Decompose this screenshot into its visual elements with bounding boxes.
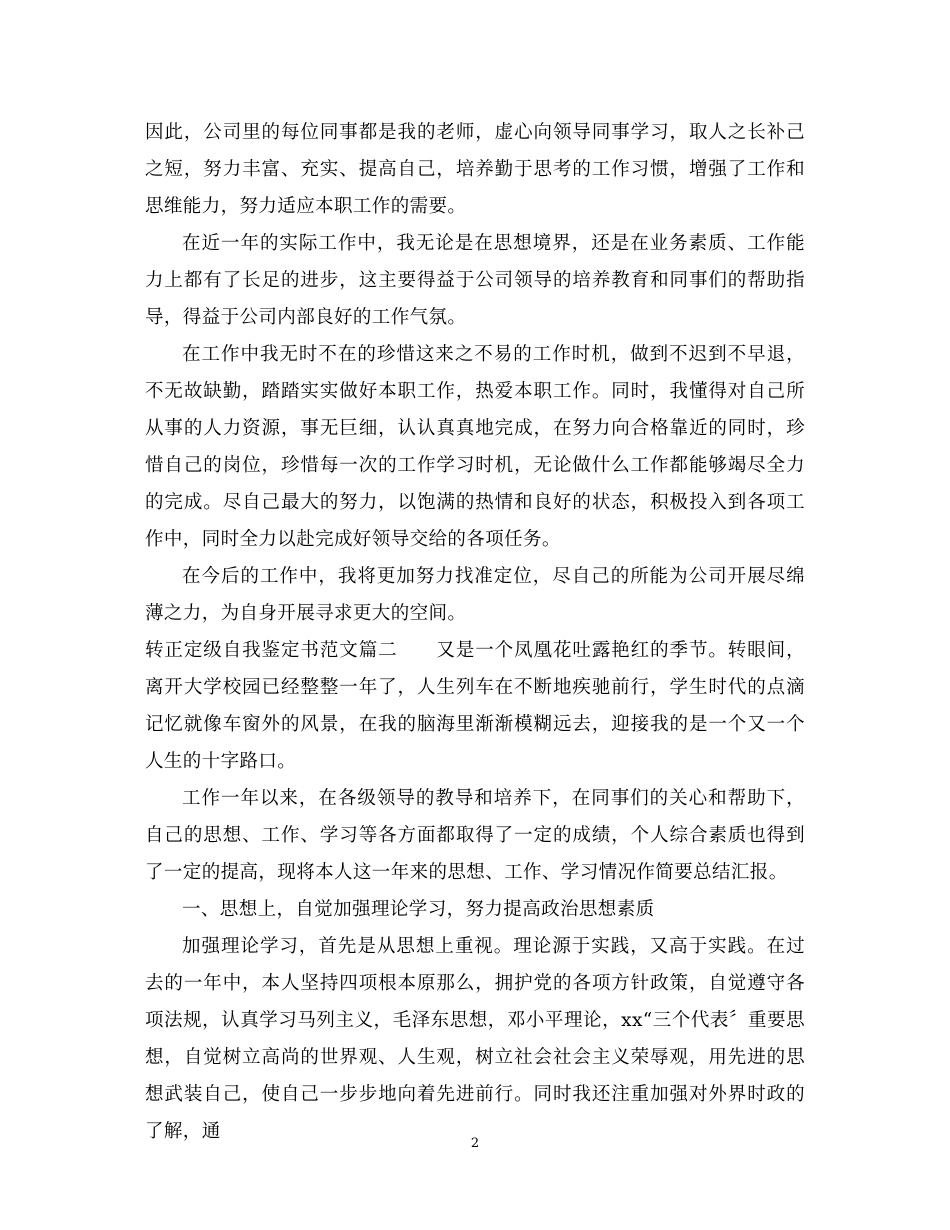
paragraph: 在今后的工作中，我将更加努力找准定位，尽自己的所能为公司开展尽绵薄之力，为自身开展寻求更大的空间。	[145, 566, 805, 624]
paragraph: 在工作中我无时不在的珍惜这来之不易的工作时机，做到不迟到不早退，不无故缺勤，踏踏实实做好本职工作，热爱本职工作。同时，我懂得对自己所从事的人力资源，事无巨细，认认真真地完成，在努力向合格靠近的同时，珍惜自己的岗位，珍惜每一次的工作学习时机，无论做什么工作都能够竭尽全力的完成。尽自己最大的努力，以饱满的热情和良好的状态，积极投入到各项工作中，同时全力以赴完成好领导交给的各项任务。	[145, 344, 805, 550]
paragraph: 工作一年以来，在各级领导的教导和培养下，在同事们的关心和帮助下，自己的思想、工作、学习等各方面都取得了一定的成绩，个人综合素质也得到了一定的提高，现将本人这一年来的思想、工作、学习情况作简要总结汇报。	[145, 788, 805, 883]
subheading: 一、思想上，自觉加强理论学习，努力提高政治思想素质	[182, 899, 655, 920]
body-text	[145, 114, 805, 1150]
paragraph: 因此，公司里的每位同事都是我的老师，虚心向领导同事学习，取人之长补己之短，努力丰富、充实、提高自己，培养勤于思考的工作习惯，增强了工作和思维能力，努力适应本职工作的需要。	[145, 122, 805, 217]
section-heading-paragraph: 转正定级自我鉴定书范文篇二 又是一个凤凰花吐露艳红的季节。转眼间，离开大学校园已经整整一年了，人生列车在不断地疾驰前行，学生时代的点滴记忆就像车窗外的风景，在我的脑海里渐渐模糊远去，迎接我的是一个又一个人生的十字路口。	[145, 640, 805, 772]
page-number: 2	[470, 1136, 480, 1151]
paragraph: 加强理论学习，首先是从思想上重视。理论源于实践，又高于实践。在过去的一年中，本人坚持四项根本原那么，拥护党的各项方针政策，自觉遵守各项法规，认真学习马列主义，毛泽东思想，邓小平理论，xx“三个代表〞重要思想，自觉树立高尚的世界观、人生观，树立社会社会主义荣辱观，用先进的思想武装自己，使自己一步步地向着先进前行。同时我还注重加强对外界时政的了解，通	[145, 936, 805, 1142]
paragraph: 在近一年的实际工作中，我无论是在思想境界，还是在业务素质、工作能力上都有了长足的进步，这主要得益于公司领导的培养教育和同事们的帮助指导，得益于公司内部良好的工作气氛。	[145, 233, 805, 328]
